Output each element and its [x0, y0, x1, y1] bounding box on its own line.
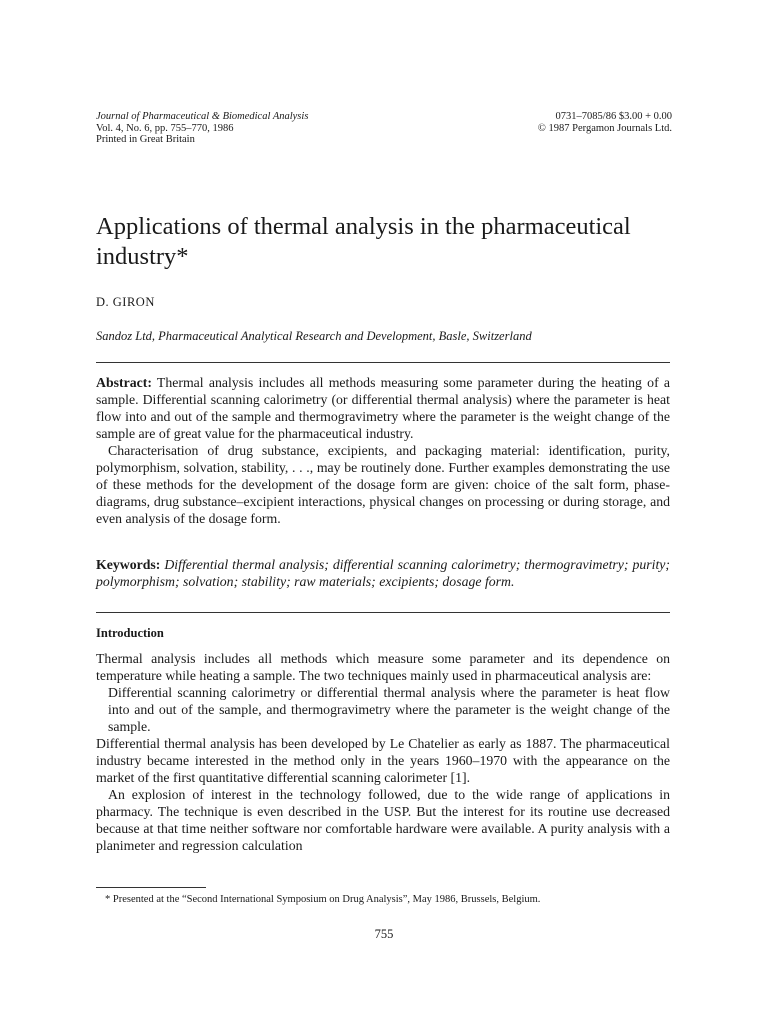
abstract-bottom-rule [96, 612, 670, 613]
journal-name: Journal of Pharmaceutical & Biomedical Analysis [96, 111, 309, 122]
abstract-top-rule [96, 362, 670, 363]
abstract-text-1: Thermal analysis includes all methods measuring some parameter during the heating of a sample. Differential scanning calorimetry (or differential thermal analysis) where the parameter is heat flow into and out of the sample and thermogravimetry where the parameter is the weight change of the sample are of great value for the pharmaceutical industry. [96, 375, 670, 441]
keywords-terms: Differential thermal analysis; differential scanning calorimetry; thermogravimetry; purity; polymorphism; solvation; stability; raw materials; excipients; dosage form. [96, 557, 670, 589]
intro-paragraph-1: Thermal analysis includes all methods which measure some parameter and its dependence on temperature while heating a sample. The two techniques mainly used in pharmaceutical analysis are: [96, 651, 670, 683]
footnote: * Presented at the “Second International Symposium on Drug Analysis”, May 1986, Brussels, Belgium. [105, 894, 541, 905]
abstract-label: Abstract: [96, 375, 152, 390]
printed-location: Printed in Great Britain [96, 134, 195, 145]
keywords-label: Keywords: [96, 557, 161, 572]
copyright: © 1987 Pergamon Journals Ltd. [537, 122, 672, 134]
intro-paragraph-2: Differential scanning calorimetry or differential thermal analysis where the parameter is heat flow into and out of the sample, and thermogravimetry where the parameter is the weight change of the sample. [108, 685, 670, 734]
page-number: 755 [374, 927, 394, 941]
paper-title: Applications of thermal analysis in the pharmaceutical industry* [96, 213, 631, 270]
intro-paragraph-4: An explosion of interest in the technology followed, due to the wide range of applications in pharmacy. The technique is even described in the USP. But the interest for its routine use decreased because at that time neither software nor comfortable hardware were available. A purity analysis with a planimeter and regression calculation [96, 787, 670, 853]
abstract [96, 374, 670, 527]
journal-volume: Vol. 4, No. 6, pp. 755–770, 1986 [96, 122, 234, 134]
publisher-header [538, 111, 672, 134]
introduction-body [96, 650, 670, 854]
affiliation: Sandoz Ltd, Pharmaceutical Analytical Research and Development, Basle, Switzerland [96, 329, 532, 343]
abstract-paragraph-2: Characterisation of drug substance, excipients, and packaging material: identification, purity, polymorphism, solvation, stability, . . ., may be routinely done. Further examples demonstrating the use of these methods for the development of the dosage form are given: choice of the salt form, phase-diagrams, drug substance–excipient interactions, physical changes on processing or during storage, and even analysis of the dosage form. [96, 443, 670, 526]
intro-paragraph-3: Differential thermal analysis has been developed by Le Chatelier as early as 1887. The pharmaceutical industry became interested in the method only in the years 1960–1970 with the appearance on the market of the first quantitative differential scanning calorimeter [1]. [96, 736, 670, 785]
keywords [96, 556, 670, 590]
footnote-rule [96, 887, 206, 888]
abstract-paragraph-1 [96, 374, 670, 442]
journal-header [96, 111, 308, 146]
section-heading-introduction: Introduction [96, 626, 164, 640]
issn-code: 0731–7085/86 $3.00 + 0.00 [555, 111, 672, 122]
author: D. GIRON [96, 295, 155, 309]
